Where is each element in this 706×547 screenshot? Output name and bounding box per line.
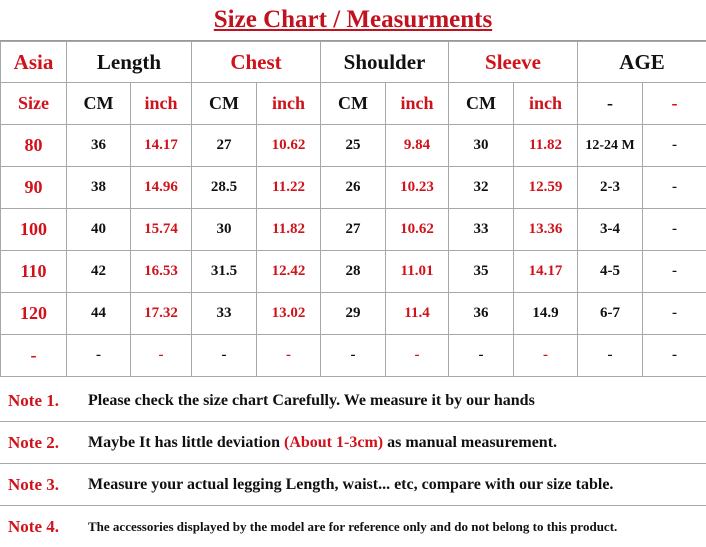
cell-chest-inch: 10.62 bbox=[257, 125, 321, 167]
size-table bbox=[0, 41, 706, 377]
note-label: Note 2. bbox=[0, 433, 88, 453]
cell-chest-inch: 12.42 bbox=[257, 251, 321, 293]
header-chest: Chest bbox=[192, 42, 321, 83]
cell-shoulder-inch: 9.84 bbox=[386, 125, 449, 167]
cell-length-inch: 14.96 bbox=[131, 167, 192, 209]
cell-shoulder-inch: 10.23 bbox=[386, 167, 449, 209]
note-text-part: Maybe It has little deviation bbox=[88, 434, 284, 451]
cell-shoulder-inch: 10.62 bbox=[386, 209, 449, 251]
header-age-b: - bbox=[643, 83, 706, 125]
cell-age: 3-4 bbox=[578, 209, 643, 251]
cell-chest-cm: 30 bbox=[192, 209, 257, 251]
header-sleeve: Sleeve bbox=[449, 42, 578, 83]
note-row bbox=[0, 422, 706, 464]
cell-sleeve-inch: 13.36 bbox=[514, 209, 578, 251]
note-highlight: (About 1-3cm) bbox=[284, 434, 383, 451]
cell-extra: - bbox=[643, 125, 706, 167]
cell-shoulder-inch: - bbox=[386, 335, 449, 377]
page-title bbox=[0, 0, 706, 41]
note-label: Note 3. bbox=[0, 475, 88, 495]
table-row bbox=[1, 167, 706, 209]
cell-sleeve-cm: 30 bbox=[449, 125, 514, 167]
header-shoulder-inch: inch bbox=[386, 83, 449, 125]
cell-length-inch: 14.17 bbox=[131, 125, 192, 167]
cell-chest-inch: - bbox=[257, 335, 321, 377]
cell-shoulder-cm: 28 bbox=[321, 251, 386, 293]
table-row bbox=[1, 293, 706, 335]
cell-sleeve-cm: 35 bbox=[449, 251, 514, 293]
header-asia: Asia bbox=[1, 42, 67, 83]
cell-size: 90 bbox=[1, 167, 67, 209]
cell-extra: - bbox=[643, 335, 706, 377]
cell-length-cm: 40 bbox=[67, 209, 131, 251]
note-text: Please check the size chart Carefully. We measure it by our hands bbox=[88, 392, 535, 410]
cell-chest-cm: 28.5 bbox=[192, 167, 257, 209]
cell-length-inch: 15.74 bbox=[131, 209, 192, 251]
cell-size: 100 bbox=[1, 209, 67, 251]
table-row bbox=[1, 209, 706, 251]
cell-size: 110 bbox=[1, 251, 67, 293]
cell-age: 6-7 bbox=[578, 293, 643, 335]
cell-shoulder-cm: - bbox=[321, 335, 386, 377]
cell-length-cm: 42 bbox=[67, 251, 131, 293]
cell-sleeve-cm: 36 bbox=[449, 293, 514, 335]
header-length-cm: CM bbox=[67, 83, 131, 125]
table-row bbox=[1, 335, 706, 377]
cell-shoulder-cm: 27 bbox=[321, 209, 386, 251]
cell-length-inch: - bbox=[131, 335, 192, 377]
note-text: Measure your actual legging Length, waist... etc, compare with our size table. bbox=[88, 476, 613, 494]
cell-shoulder-cm: 25 bbox=[321, 125, 386, 167]
notes-section bbox=[0, 380, 706, 547]
cell-sleeve-inch: - bbox=[514, 335, 578, 377]
header-size: Size bbox=[1, 83, 67, 125]
note-label: Note 1. bbox=[0, 391, 88, 411]
cell-extra: - bbox=[643, 167, 706, 209]
cell-chest-cm: 27 bbox=[192, 125, 257, 167]
note-row bbox=[0, 464, 706, 506]
cell-length-inch: 16.53 bbox=[131, 251, 192, 293]
header-sleeve-cm: CM bbox=[449, 83, 514, 125]
note-row bbox=[0, 380, 706, 422]
cell-sleeve-cm: 33 bbox=[449, 209, 514, 251]
note-text bbox=[88, 434, 557, 452]
header-chest-cm: CM bbox=[192, 83, 257, 125]
cell-extra: - bbox=[643, 209, 706, 251]
header-sleeve-inch: inch bbox=[514, 83, 578, 125]
note-text-part: as manual measurement. bbox=[383, 434, 557, 451]
cell-chest-inch: 11.82 bbox=[257, 209, 321, 251]
cell-length-cm: 36 bbox=[67, 125, 131, 167]
cell-chest-inch: 11.22 bbox=[257, 167, 321, 209]
cell-age: 4-5 bbox=[578, 251, 643, 293]
cell-extra: - bbox=[643, 251, 706, 293]
cell-sleeve-inch: 14.17 bbox=[514, 251, 578, 293]
cell-age: 2-3 bbox=[578, 167, 643, 209]
cell-chest-inch: 13.02 bbox=[257, 293, 321, 335]
cell-shoulder-cm: 29 bbox=[321, 293, 386, 335]
table-row bbox=[1, 251, 706, 293]
cell-length-cm: 38 bbox=[67, 167, 131, 209]
note-row bbox=[0, 506, 706, 547]
cell-chest-cm: 33 bbox=[192, 293, 257, 335]
header-shoulder-cm: CM bbox=[321, 83, 386, 125]
header-row-groups bbox=[1, 42, 706, 83]
cell-shoulder-inch: 11.4 bbox=[386, 293, 449, 335]
cell-chest-cm: - bbox=[192, 335, 257, 377]
cell-size: 80 bbox=[1, 125, 67, 167]
header-age-a: - bbox=[578, 83, 643, 125]
cell-extra: - bbox=[643, 293, 706, 335]
header-length-inch: inch bbox=[131, 83, 192, 125]
cell-age: 12-24 M bbox=[578, 125, 643, 167]
cell-sleeve-inch: 11.82 bbox=[514, 125, 578, 167]
cell-sleeve-cm: 32 bbox=[449, 167, 514, 209]
header-shoulder: Shoulder bbox=[321, 42, 449, 83]
header-length: Length bbox=[67, 42, 192, 83]
cell-shoulder-inch: 11.01 bbox=[386, 251, 449, 293]
cell-length-cm: - bbox=[67, 335, 131, 377]
table-row bbox=[1, 125, 706, 167]
header-row-units bbox=[1, 83, 706, 125]
header-chest-inch: inch bbox=[257, 83, 321, 125]
cell-size: - bbox=[1, 335, 67, 377]
cell-chest-cm: 31.5 bbox=[192, 251, 257, 293]
note-label: Note 4. bbox=[0, 517, 88, 537]
cell-length-inch: 17.32 bbox=[131, 293, 192, 335]
title-text: Size Chart / Measurments bbox=[214, 6, 492, 33]
cell-sleeve-cm: - bbox=[449, 335, 514, 377]
cell-sleeve-inch: 12.59 bbox=[514, 167, 578, 209]
note-text: The accessories displayed by the model are for reference only and do not belong to this product. bbox=[88, 519, 617, 535]
cell-size: 120 bbox=[1, 293, 67, 335]
cell-length-cm: 44 bbox=[67, 293, 131, 335]
header-age: AGE bbox=[578, 42, 706, 83]
cell-sleeve-inch: 14.9 bbox=[514, 293, 578, 335]
cell-shoulder-cm: 26 bbox=[321, 167, 386, 209]
cell-age: - bbox=[578, 335, 643, 377]
